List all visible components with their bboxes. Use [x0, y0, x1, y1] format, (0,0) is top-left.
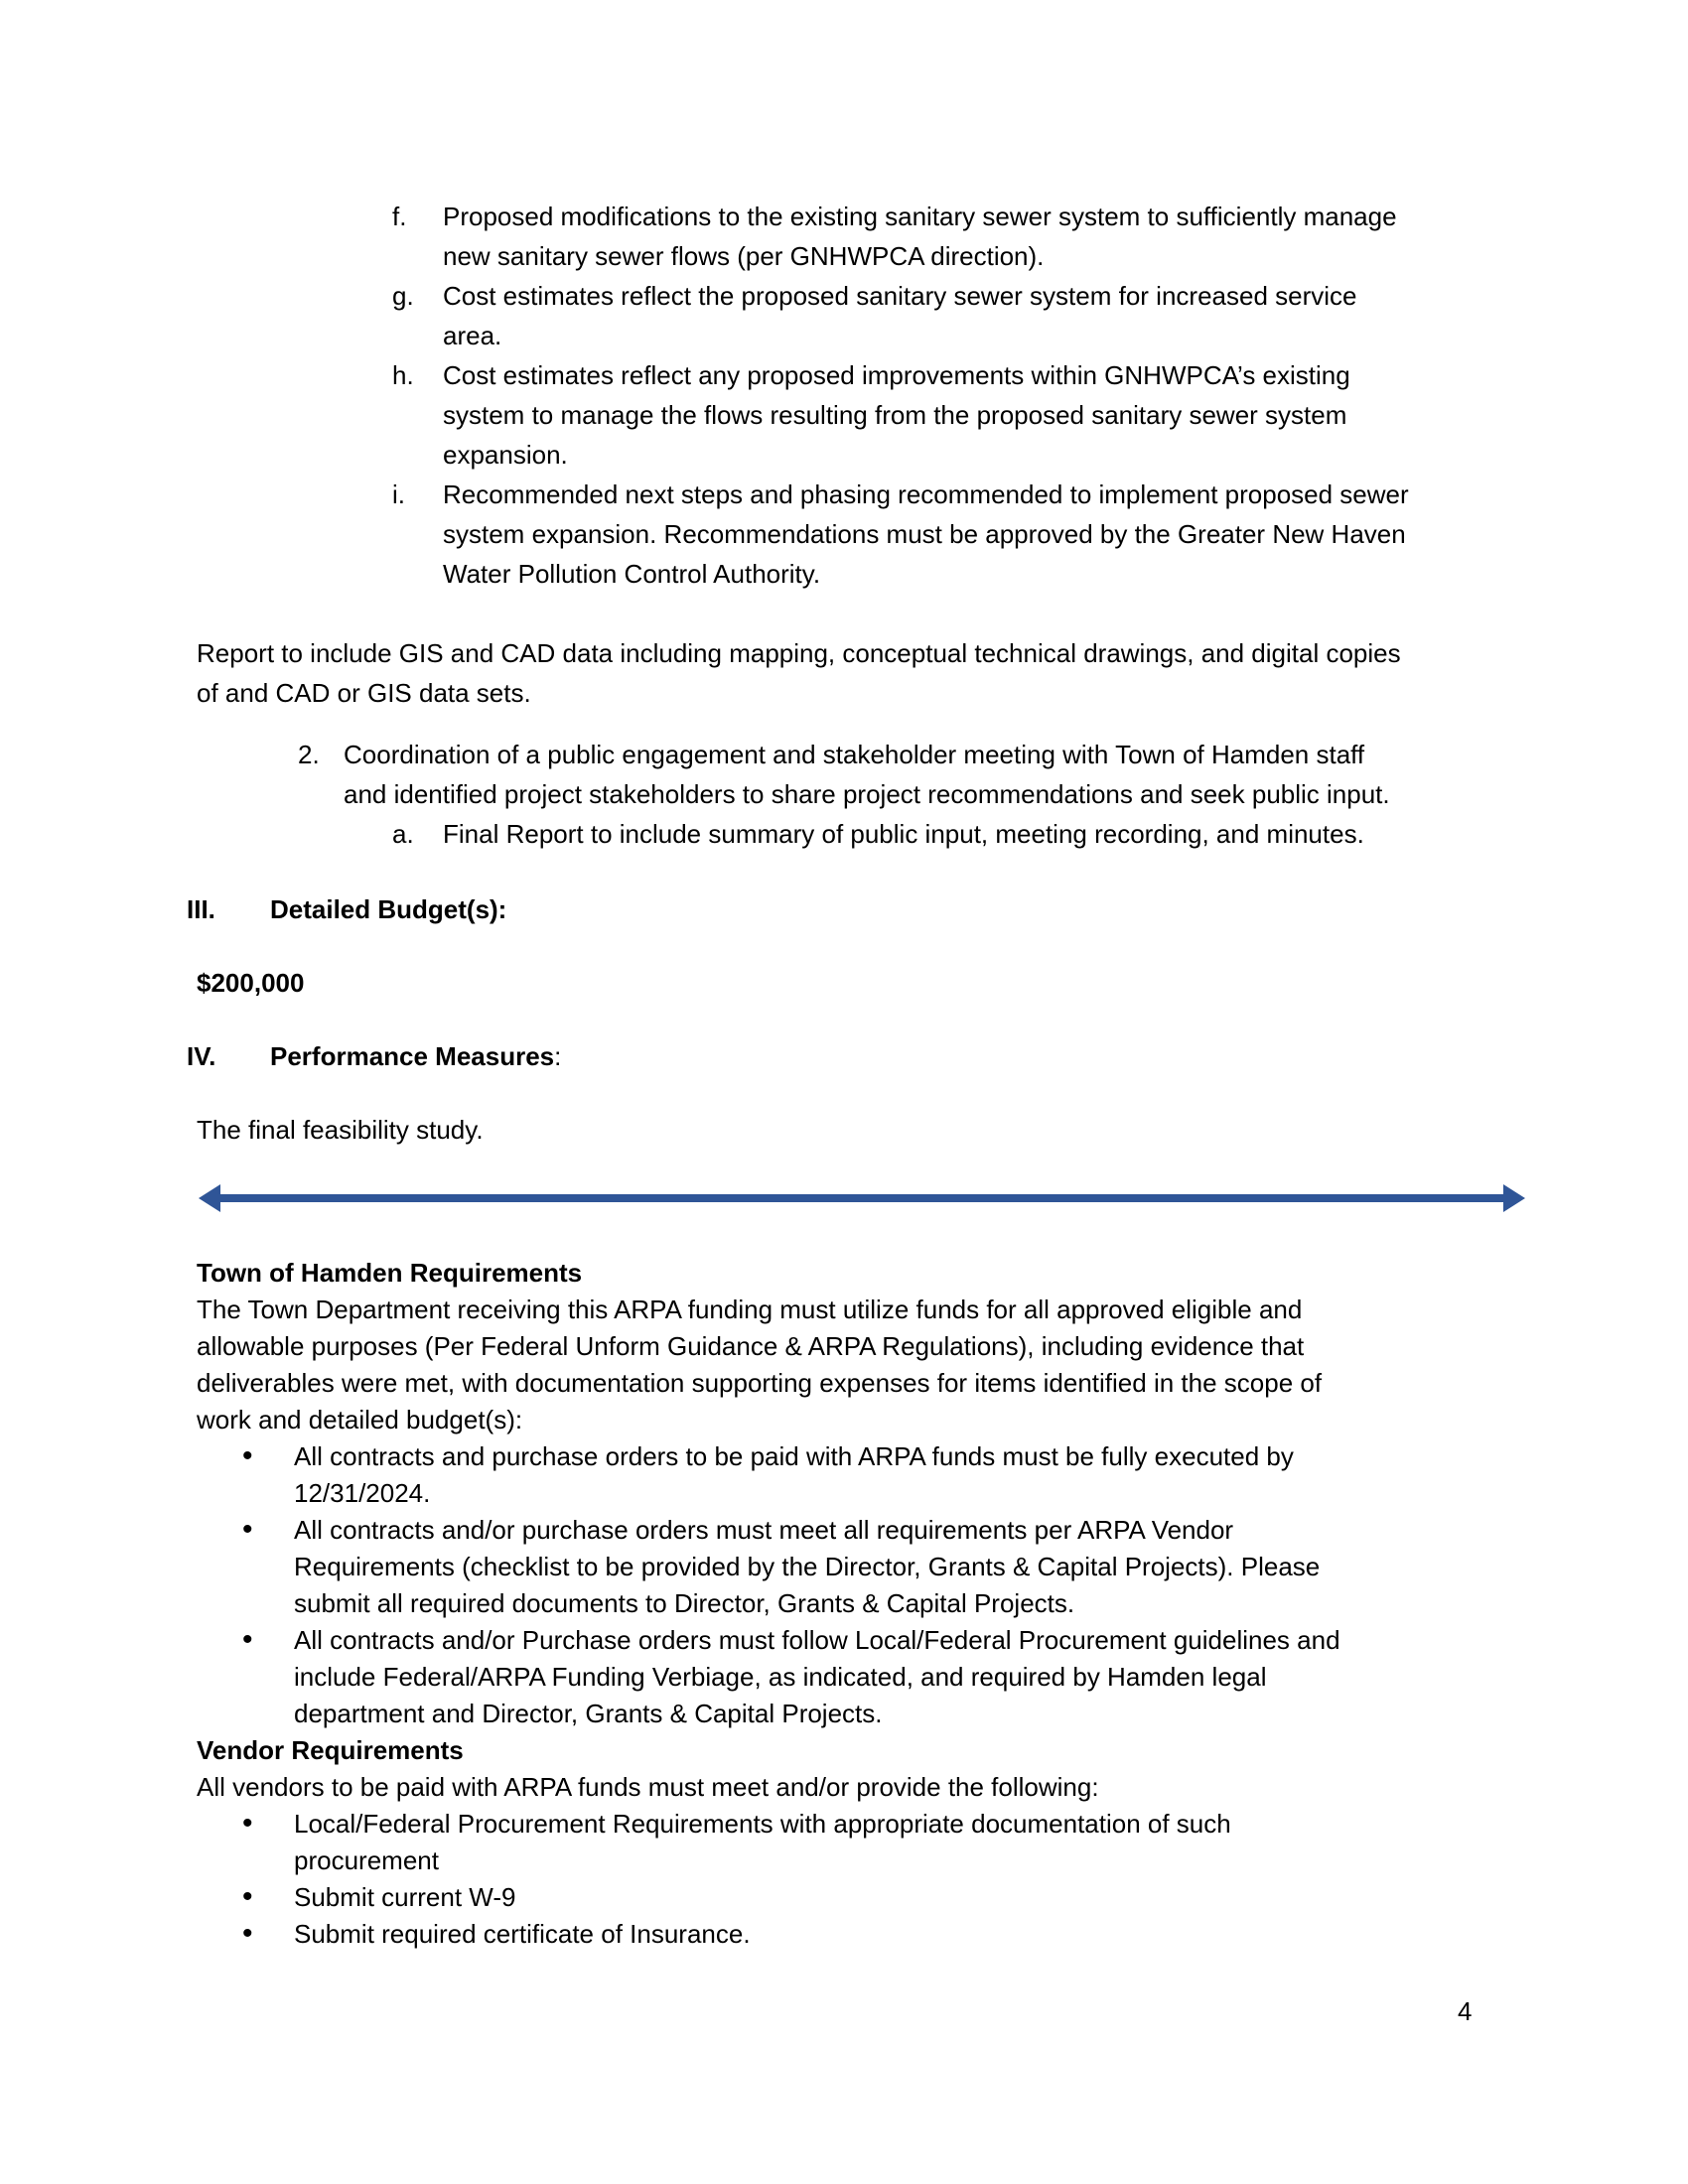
section-4-heading-line [270, 1036, 561, 1076]
town-bullet-1-line2: 12/31/2024. [294, 1478, 431, 1508]
list-item-f-line1: Proposed modifications to the existing sanitary sewer system to sufficiently manage [443, 202, 1397, 231]
vendor-bullet-3: Submit required certificate of Insurance. [294, 1919, 751, 1949]
town-intro-line3: deliverables were met, with documentation supporting expenses for items identified in the scope of [197, 1368, 1323, 1398]
list-item-g-line1: Cost estimates reflect the proposed sanitary sewer system for increased service [443, 281, 1357, 311]
vendor-intro: All vendors to be paid with ARPA funds must meet and/or provide the following: [197, 1772, 1099, 1802]
item2-sub-a: Final Report to include summary of public input, meeting recording, and minutes. [443, 819, 1364, 849]
section-3-numeral: III. [187, 894, 215, 924]
list-item-i-line3: Water Pollution Control Authority. [443, 559, 821, 589]
page-number: 4 [1458, 1996, 1473, 2026]
town-intro-line1: The Town Department receiving this ARPA funding must utilize funds for all approved eligible and [197, 1295, 1303, 1324]
list-item-g-line2: area. [443, 321, 502, 350]
section-4-numeral: IV. [187, 1041, 216, 1071]
town-bullet-3-line1: All contracts and/or Purchase orders must follow Local/Federal Procurement guidelines and [294, 1625, 1340, 1655]
bullet-icon: • [242, 1439, 253, 1472]
town-bullet-3-line2: include Federal/ARPA Funding Verbiage, as indicated, and required by Hamden legal [294, 1662, 1267, 1692]
list-marker-f: f. [392, 202, 407, 231]
vendor-bullet-2: Submit current W-9 [294, 1882, 516, 1912]
vendor-bullet-1-line2: procurement [294, 1845, 439, 1875]
town-bullet-2-line1: All contracts and/or purchase orders must meet all requirements per ARPA Vendor [294, 1515, 1234, 1545]
divider-arrow [197, 1176, 1527, 1220]
budget-amount: $200,000 [197, 968, 305, 998]
list-item-i-line1: Recommended next steps and phasing recommended to implement proposed sewer [443, 479, 1409, 509]
bullet-icon: • [242, 1807, 253, 1840]
bullet-icon: • [242, 1623, 253, 1656]
town-intro-line4: work and detailed budget(s): [197, 1405, 523, 1434]
bullet-icon: • [242, 1513, 253, 1546]
report-paragraph-line1: Report to include GIS and CAD data including mapping, conceptual technical drawings, and digital copies [197, 638, 1401, 668]
section-4-colon: : [554, 1041, 562, 1071]
list-item-i-line2: system expansion. Recommendations must be approved by the Greater New Haven [443, 519, 1406, 549]
town-bullet-3-line3: department and Director, Grants & Capital Projects. [294, 1699, 883, 1728]
list-marker-i: i. [392, 479, 405, 509]
town-bullet-1-line1: All contracts and purchase orders to be paid with ARPA funds must be fully executed by [294, 1441, 1294, 1471]
list-marker-a: a. [392, 819, 414, 849]
list-item-f-line2: new sanitary sewer flows (per GNHWPCA direction). [443, 241, 1045, 271]
vendor-requirements-heading: Vendor Requirements [197, 1735, 464, 1765]
list-item-h-line1: Cost estimates reflect any proposed improvements within GNHWPCA’s existing [443, 360, 1350, 390]
bullet-icon: • [242, 1917, 253, 1950]
report-paragraph-line2: of and CAD or GIS data sets. [197, 678, 531, 708]
section-4-heading: Performance Measures [270, 1041, 555, 1071]
list-marker-h: h. [392, 360, 414, 390]
list-item-h-line2: system to manage the flows resulting from the proposed sanitary sewer system [443, 400, 1347, 430]
list-item-h-line3: expansion. [443, 440, 568, 470]
performance-text: The final feasibility study. [197, 1115, 484, 1145]
town-intro-line2: allowable purposes (Per Federal Unform Guidance & ARPA Regulations), including evidence that [197, 1331, 1305, 1361]
town-bullet-2-line3: submit all required documents to Director, Grants & Capital Projects. [294, 1588, 1075, 1618]
section-3-heading: Detailed Budget(s): [270, 894, 507, 924]
item2-line2: and identified project stakeholders to share project recommendations and seek public input. [344, 779, 1390, 809]
list-marker-g: g. [392, 281, 414, 311]
bullet-icon: • [242, 1880, 253, 1913]
town-bullet-2-line2: Requirements (checklist to be provided by the Director, Grants & Capital Projects). Please [294, 1552, 1321, 1581]
list-marker-2: 2. [298, 740, 320, 769]
item2-line1: Coordination of a public engagement and stakeholder meeting with Town of Hamden staff [344, 740, 1365, 769]
vendor-bullet-1-line1: Local/Federal Procurement Requirements with appropriate documentation of such [294, 1809, 1231, 1839]
town-requirements-heading: Town of Hamden Requirements [197, 1258, 583, 1288]
